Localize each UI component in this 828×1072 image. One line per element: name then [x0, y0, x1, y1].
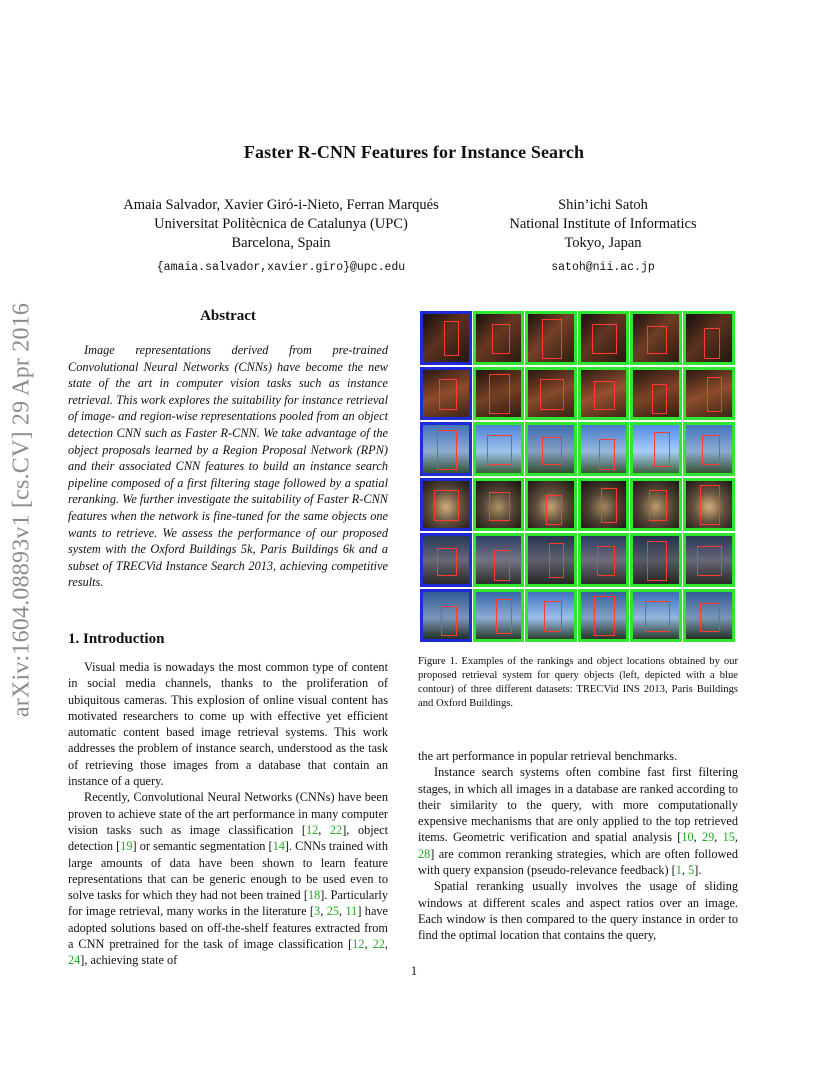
- citation-link[interactable]: 11: [345, 904, 358, 919]
- object-location-box: [489, 374, 509, 414]
- citation-link[interactable]: 3: [314, 904, 321, 919]
- citation-link[interactable]: 19: [120, 839, 133, 854]
- result-thumbnail: [473, 533, 525, 587]
- object-location-box: [439, 379, 457, 410]
- query-thumbnail: [420, 533, 472, 587]
- citation-link[interactable]: 24: [68, 953, 81, 968]
- object-location-box: [496, 599, 512, 634]
- right-paragraph-2: Instance search systems often combine fast first filtering stages, in which all images in a database are ranked according to their similarity to the query, with more computationally expensive mechanisms that are only applied to the top retrieved items. Geometric verification and spatial analysis [10, 29, 15, 28] are common reranking strategies, which are often followed with query expansion (pseudo-relevance feedback) [1, 5].: [418, 765, 738, 878]
- object-location-box: [601, 488, 617, 523]
- author-affiliation-right: National Institute of Informatics: [509, 216, 697, 232]
- query-thumbnail: [420, 422, 472, 476]
- citation-link[interactable]: 25: [326, 904, 339, 919]
- citation-link[interactable]: 18: [307, 888, 321, 903]
- result-thumbnail: [473, 422, 525, 476]
- result-thumbnail: [683, 422, 735, 476]
- citation-link[interactable]: 14: [272, 839, 285, 854]
- object-location-box: [700, 603, 720, 631]
- object-location-box: [546, 495, 562, 526]
- introduction-body: [68, 659, 388, 969]
- object-location-box: [489, 492, 509, 520]
- object-location-box: [697, 546, 722, 577]
- right-paragraph-3: Spatial reranking usually involves the usage of sliding windows at different scales and aspect ratios over an image. Each window is then compared to the query instance in order to find the optimal location that contains the query,: [418, 879, 738, 943]
- object-location-box: [544, 601, 562, 632]
- result-thumbnail: [525, 311, 577, 365]
- object-location-box: [700, 485, 720, 525]
- object-location-box: [594, 381, 614, 409]
- figure-1-image-grid: [420, 311, 736, 644]
- result-thumbnail: [630, 589, 682, 643]
- object-location-box: [597, 546, 615, 577]
- result-thumbnail: [630, 478, 682, 532]
- object-location-box: [599, 439, 615, 470]
- page-number: 1: [410, 964, 418, 978]
- citation-link[interactable]: 22: [329, 822, 343, 837]
- object-location-box: [654, 432, 670, 467]
- author-block-left: [96, 196, 466, 277]
- figure-1-caption: Figure 1. Examples of the rankings and object locations obtained by our proposed retrieval system for query objects (left, depicted with a blue contour) of three different datasets: TRECVid INS 2013, Paris Buildings and Oxford Buildings.: [418, 656, 738, 709]
- object-location-box: [649, 490, 667, 521]
- object-location-box: [437, 430, 457, 470]
- query-thumbnail: [420, 478, 472, 532]
- author-block-right: [478, 196, 728, 277]
- result-thumbnail: [473, 311, 525, 365]
- result-thumbnail: [525, 589, 577, 643]
- citation-link[interactable]: 22: [372, 937, 385, 952]
- object-location-box: [444, 321, 460, 356]
- result-thumbnail: [578, 478, 630, 532]
- object-location-box: [441, 606, 457, 637]
- arxiv-stamp-text: arXiv:1604.08893v1 [cs.CV] 29 Apr 2016: [8, 302, 35, 718]
- result-thumbnail: [630, 367, 682, 421]
- object-location-box: [652, 384, 668, 415]
- result-thumbnail: [578, 533, 630, 587]
- query-thumbnail: [420, 311, 472, 365]
- intro-paragraph-1: Visual media is nowadays the most common type of content in social media channels, thanks to the proliferation of ubiquitous cameras. This explosion of online visual content has motivated researchers to come up with effective yet efficient automatic content based image retrieval systems. This work addresses the problem of instance search, understood as the task of retrieving those images from a database that contain an instance of a query.: [68, 660, 388, 789]
- object-location-box: [540, 379, 565, 410]
- result-thumbnail: [578, 367, 630, 421]
- right-paragraph-1: the art performance in popular retrieval benchmarks.: [418, 749, 678, 763]
- citation-link[interactable]: 29: [701, 830, 715, 845]
- author-location-right: Tokyo, Japan: [564, 235, 642, 251]
- result-thumbnail: [683, 589, 735, 643]
- author-names-left: Amaia Salvador, Xavier Giró-i-Nieto, Ferran Marqués: [123, 197, 439, 213]
- object-location-box: [702, 435, 720, 466]
- result-thumbnail: [473, 589, 525, 643]
- object-location-box: [542, 319, 562, 359]
- author-names-right: Shin’ichi Satoh: [558, 197, 648, 213]
- object-location-box: [437, 548, 457, 576]
- object-location-box: [647, 541, 667, 581]
- author-location-left: Barcelona, Spain: [231, 235, 331, 251]
- result-thumbnail: [683, 533, 735, 587]
- result-thumbnail: [578, 311, 630, 365]
- query-thumbnail: [420, 589, 472, 643]
- citation-link[interactable]: 1: [675, 863, 682, 878]
- author-email-left: {amaia.salvador,xavier.giro}@upc.edu: [156, 261, 406, 274]
- citation-link[interactable]: 12: [305, 822, 319, 837]
- result-thumbnail: [630, 422, 682, 476]
- object-location-box: [542, 437, 562, 465]
- citation-link[interactable]: 28: [418, 846, 431, 861]
- citation-link[interactable]: 12: [352, 937, 365, 952]
- object-location-box: [549, 543, 565, 578]
- author-email-right: satoh@nii.ac.jp: [551, 261, 655, 274]
- citation-link[interactable]: 5: [688, 863, 695, 878]
- result-thumbnail: [473, 478, 525, 532]
- object-location-box: [647, 326, 667, 354]
- result-thumbnail: [525, 367, 577, 421]
- intro-paragraph-2: Recently, Convolutional Neural Networks (CNNs) have been proven to achieve state of the art performance in many computer vision tasks such as image classification [12, 22], object detection [19] or semantic segmentation [14]. CNNs trained with large amounts of data have been shown to learn feature representations that can be generic enough to be used even to solve tasks for which they had not been trained [18]. Particularly for image retrieval, many works in the literature [3, 25, 11] have adopted solutions based on off-the-shelf features extracted from a CNN pretrained for the task of image classification [12, 22, 24], achieving state of: [68, 790, 389, 968]
- right-column-body: [418, 748, 738, 944]
- object-location-box: [494, 550, 510, 581]
- object-location-box: [592, 324, 617, 355]
- result-thumbnail: [683, 478, 735, 532]
- result-thumbnail: [683, 311, 735, 365]
- object-location-box: [434, 490, 459, 521]
- object-location-box: [594, 596, 614, 636]
- introduction-heading: 1. Introduction: [68, 631, 165, 647]
- abstract-text: Image representations derived from pre-trained Convolutional Neural Networks (CNNs) have become the new state of the art in computer vision tasks such as instance retrieval. This work explores the suitability for instance retrieval of image- and region-wise representations pooled from an object detection CNN such as Faster R-CNN. We take advantage of the object proposals learned by a Region Proposal Network (RPN) and their associated CNN features to build an instance search pipeline composed of a first filtering stage followed by a spatial reranking. We further investigate the suitability of Faster R-CNN features when the network is fine-tuned for the same objects one wants to retrieve. We assess the performance of our proposed system with the Oxford Buildings 5k, Paris Buildings 6k and a subset of TRECVid Instance Search 2013, achieving competitive results.: [68, 343, 388, 590]
- result-thumbnail: [473, 367, 525, 421]
- author-affiliation-left: Universitat Politècnica de Catalunya (UPC): [154, 216, 408, 232]
- object-location-box: [704, 328, 720, 359]
- object-location-box: [707, 377, 723, 412]
- object-location-box: [645, 601, 670, 632]
- result-thumbnail: [683, 367, 735, 421]
- object-location-box: [492, 324, 510, 355]
- result-thumbnail: [525, 478, 577, 532]
- object-location-box: [487, 435, 512, 466]
- citation-link[interactable]: 10: [681, 830, 694, 845]
- abstract-heading: Abstract: [200, 308, 256, 324]
- query-thumbnail: [420, 367, 472, 421]
- result-thumbnail: [525, 533, 577, 587]
- citation-link[interactable]: 15: [722, 830, 735, 845]
- paper-title: Faster R-CNN Features for Instance Search: [243, 142, 585, 162]
- result-thumbnail: [630, 311, 682, 365]
- result-thumbnail: [578, 589, 630, 643]
- result-thumbnail: [578, 422, 630, 476]
- result-thumbnail: [525, 422, 577, 476]
- result-thumbnail: [630, 533, 682, 587]
